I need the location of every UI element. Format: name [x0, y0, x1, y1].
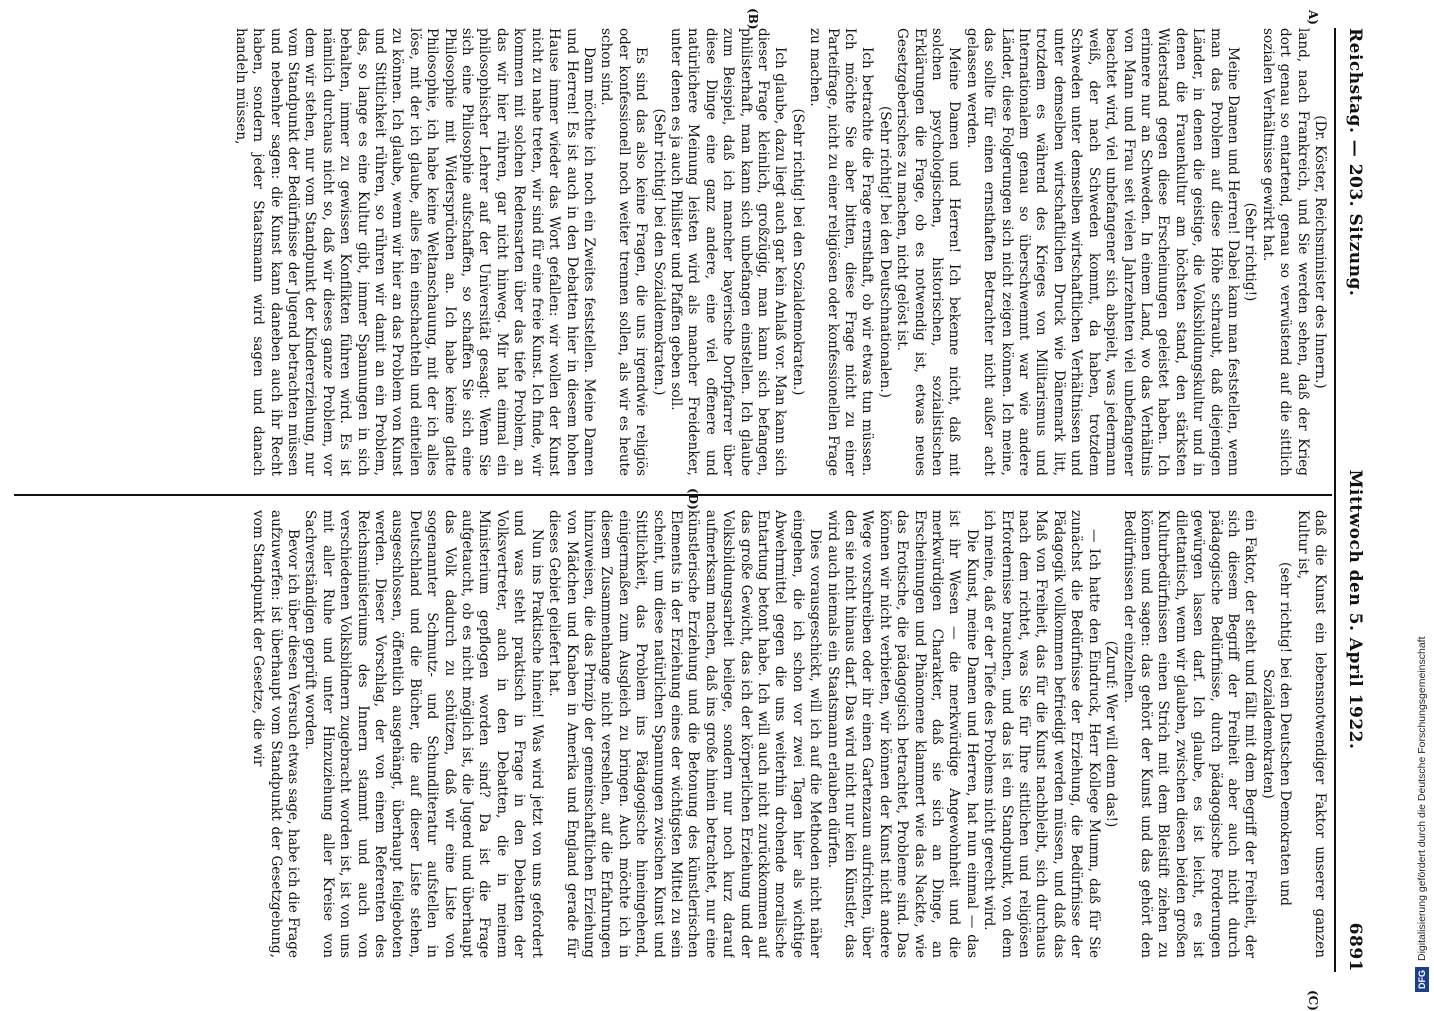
paragraph: Dann möchte ich noch ein Zweites feststellen. Meine Damen und Herren! Es ist auch in den Debatten hier in diesem hohen Hause immer wieder das Wort gefallen: wir wollen der Kunst nicht zu nahe treten, wir sind für eine freie Kunst. Ich finde, wir kommen mit solchen Redensarten über das tiefe Problem, an das wir hier rühren, gar nicht hinweg. Mir hat einmal ein philosophischer Lehrer auf der Universität gesagt: Wenn Sie sich eine Philosophie aufschaffen, so schaffen Sie sich eine Philosophie mit Widersprüchen an. Ich habe keine glatte Philosophie, ich habe keine Weltanschauung, mit der ich alles löse, mit der ich glaube, alles fein einschachteln und einteilen zu können. Ich glaube, wenn wir hier an das Problem von Kunst und Sittlichkeit rühren, so rühren wir damit an ein Problem, das, so lange es eine Kultur gibt, immer Spannungen in sich behalten, immer zu gewissen Konflikten führen wird. Es ist nämlich durchaus nicht so, daß wir dieses ganze Problem, vor dem wir stehen, nur vom Standpunkt der Kindererziehung, nur vom Standpunkt der Bedürfnisse der Jugend betrachten müssen und nebenher sagen: die Kunst kann daneben auch ihr Recht haben, sondern jeder Staatsmann wird sagen und danach handeln müssen,: [232, 28, 597, 476]
header-date: Mittwoch den 5. April 1922.: [1345, 469, 1365, 750]
margin-marker-c: (C): [1306, 990, 1320, 1011]
paragraph: Es sind das also keine Fragen, die uns irgendwie religiös oder konfessionell noch weiter trennen sollen, als wir es heute schon sind.: [598, 28, 650, 476]
speaker-line: (Dr. Köster, Reichsminister des Innern.): [1312, 115, 1328, 389]
paragraph: Bevor ich über diesen Versuch etwas sage, habe ich die Frage aufzuwerfen: ist überhaupt vom Standpunkt der Gesetzgebung, vom Standpunkt der Gesetze, die wir: [250, 510, 302, 958]
margin-marker-a: A): [1306, 10, 1320, 25]
paragraph: daß die Kunst ein lebensnotwendiger Faktor unserer ganzen Kultur ist,: [1294, 510, 1328, 958]
left-column: [14, 28, 1328, 476]
margin-marker-b: (B): [746, 8, 760, 30]
paragraph: Ich glaube, dazu liegt auch gar kein Anlaß vor. Man kann sich dieser Frage kleinlich, großzügig, man kann sich befangen, philisterhaft, man kann sich unbefangen einstellen. Ich glaube zum Beispiel, daß ich mancher bayerische Dorfpfarrer über diese Dinge eine ganz andere, eine viel offenere und natürlichere Meinung leisten wird als mancher Freidenker, unter denen es ja auch Philister und Pfaffen geben soll.: [667, 28, 789, 476]
paragraph: Meine Damen und Herren! Dabei kann man feststellen, wenn man das Problem auf diese Höhe schraubt, daß diejenigen Länder, in denen die geistige, die Volksbildungskultur und in denen die Frauenkultur am höchsten stand, den stärksten Widerstand gegen diese Erscheinungen geleistet haben. Ich erinnere nur an Schweden. In einem Land, wo das Verhältnis von Mann und Frau seit vielen Jahrzehnten viel unbefangener beachtet wird, viel unbefangener sich abspielt, was jedermann weiß, der nach Schweden kommt, da haben, trotzdem Schweden unter demselben wirtschaftlichen Verhältnissen und unter demselben wirtschaftlichen Druck wie Dänemark litt, trotzdem es während des Krieges von Militarismus und Internationalem genau so überschwemmt war wie andere Länder, diese Folgerungen sich nicht zeigen können. Ich meine, das sollte für einen ernsthaften Betrachter nicht außer acht gelassen werden.: [963, 28, 1241, 476]
header-rule: [1334, 28, 1336, 972]
header-session: Reichstag. — 203. Sitzung.: [1345, 28, 1365, 297]
interjection: (Sehr richtig!): [1242, 202, 1259, 302]
paragraph: Nun ins Praktische hinein! Was wird jetzt von uns gefordert und was steht praktisch in Frage in den Debatten der Volksvertreter, auch in den Debatten, die in meinem Ministerium gepflogen worden sind? Da ist die Frage aufgetaucht, ob es nicht möglich ist, die Jugend und überhaupt das Volk dadurch zu schützen, daß wir eine Liste von sogenannter Schmutz- und Schundliteratur aufstellen in Deutschland und die Bücher, die auf dieser Liste stehen, ausgeschlossen, öffentlich ausgehängt, überhaupt feilgeboten werden. Dieser Vorschlag, der von einem Referenten des Reichsministeriums des Innern stammt und auch von verschiedenen Volksbildnern zugebracht worden ist, ist von uns mit aller Ruhe und unter Hinzuziehung aller Kreise von Sachverständigen geprüft worden.: [302, 510, 545, 958]
dfg-logo: DFG: [1415, 967, 1429, 992]
paragraph: land, nach Frankreich, und Sie werden sehen, daß der Krieg dort genau so entartend, genau so verwüstend auf die sittlich sozialen Verhältnisse gewirkt hat.: [1259, 28, 1311, 476]
interjection: (Sehr richtig! bei den Deutschnationalen.): [876, 106, 893, 398]
right-column: [14, 510, 1328, 958]
paragraph: Ich betrachte die Frage ernsthaft, ob wir etwas tun müssen. Ich möchte Sie aber bitten, diese Frage nicht zu einer Parteifrage, nicht zu einer religiösen oder konfessionellen Frage zu machen.: [807, 28, 876, 476]
paragraph: ein Faktor, der steht und fällt mit dem Begriff der Freiheit, der sich diesem Begriff der Freiheit aber auch nicht durch pädagogische Bedürfnisse, durch pädagogische Forderungen gewürgen lassen darf. Ich glaube, es ist leicht, es ist dilettantisch, wenn wir glauben, zwischen diesen beiden großen Kulturbedürfnissen einen Strich mit dem Bleistift ziehen zu können und sagen: das gehört der Kunst und das gehört den Bedürfnissen der einzelnen.: [1120, 510, 1259, 958]
interjection: (Zuruf: Wer will denn das!): [1103, 640, 1120, 828]
paragraph: Dies vorausgeschickt, will ich auf die Methoden nicht näher eingehen, die ich schon vor zwei Tagen hier als wichtige Abwehrmittel gegen die uns weiterhin drohende moralische Entartung betont habe. Ich will auch nicht zurückkommen auf das große Gewicht, das ich der körperlichen Erziehung und der Volksbildungsarbeit beilege, sondern nur noch kurz darauf aufmerksam machen, daß ins große hinein betrachtet, nur eine künstlerische Erziehung und die Betonung des künstlerischen Elements in der Erziehung eines der wichtigsten Mittel zu sein scheint, um diese natürlichen Spannungen zwischen Kunst und Sittlichkeit, das Problem ins Pädagogische hineingehend, einigermaßen zum Ausgleich zu bringen. Auch möchte ich in diesem Zusammenhange nicht versehlen, auf die Erfahrungen hinzuweisen, die das Prinzip der gemeinschaftlichen Erziehung von Mädchen und Knaben in Amerika und England gerade für dieses Gebiet geliefert hat.: [546, 510, 824, 958]
paragraph: Die Kunst, meine Damen und Herren, hat nun einmal — das ist ihr Wesen — die merkwürdige Angewohnheit und die merkwürdigen Charakter, daß sie sich an Dinge, an Erscheinungen und Phänomene klammert wie das Nackte, wie das Erotische, die pädagogisch betrachtet, Probleme sind. Das können wir nicht verbieten, wir können der Kunst nicht andere Wege vorschreiben oder ihr einen Gartenzaun aufrichten, über den sie nicht hinaus darf. Das wird nicht nur kein Künstler, das wird auch niemals ein Staatsmann erlauben dürfen.: [824, 510, 980, 958]
paragraph: Meine Damen und Herren! Ich bekenne nicht, daß mit solchen psychologischen, historischen, sozialistischen Erklärungen die Frage, ob es notwendig ist, etwas neues Gesetzgeberisches zu machen, nicht gelöst ist.: [894, 28, 963, 476]
page-number: 6891: [1345, 922, 1365, 972]
funding-footer: [1410, 0, 1434, 1000]
interjection: (Sehr richtig! bei den Sozialdemokraten.): [650, 108, 667, 396]
paragraph: — Ich hatte den Eindruck, Herr Kollege Mumm, daß für Sie zunächst die Bedürfnisse der Erziehung, die Bedürfnisse der Pädagogik vollkommen befriedigt werden müssen, und daß das Maß von Freiheit, das für die Kunst nachbleibt, sich durchaus nach dem richtet, was Sie für Ihre sittlichen und religiösen Erfordernisse brauchen, und das ist ein Standpunkt, von dem ich meine, daß er der Tiefe des Problems nicht gerecht wird.: [981, 510, 1102, 958]
funding-notice: Digitalisierung gefördert durch die Deutsche Forschungsgemeinschaft: [1416, 636, 1428, 961]
page-header: [1340, 28, 1370, 972]
interjection: (Sehr richtig! bei den Sozialdemokraten.): [789, 108, 806, 396]
margin-marker-d: (D): [686, 488, 700, 510]
column-divider: [14, 494, 1332, 496]
interjection: (sehr richtig! bei den Deutschen Demokraten und Sozialdemokraten): [1259, 562, 1294, 906]
